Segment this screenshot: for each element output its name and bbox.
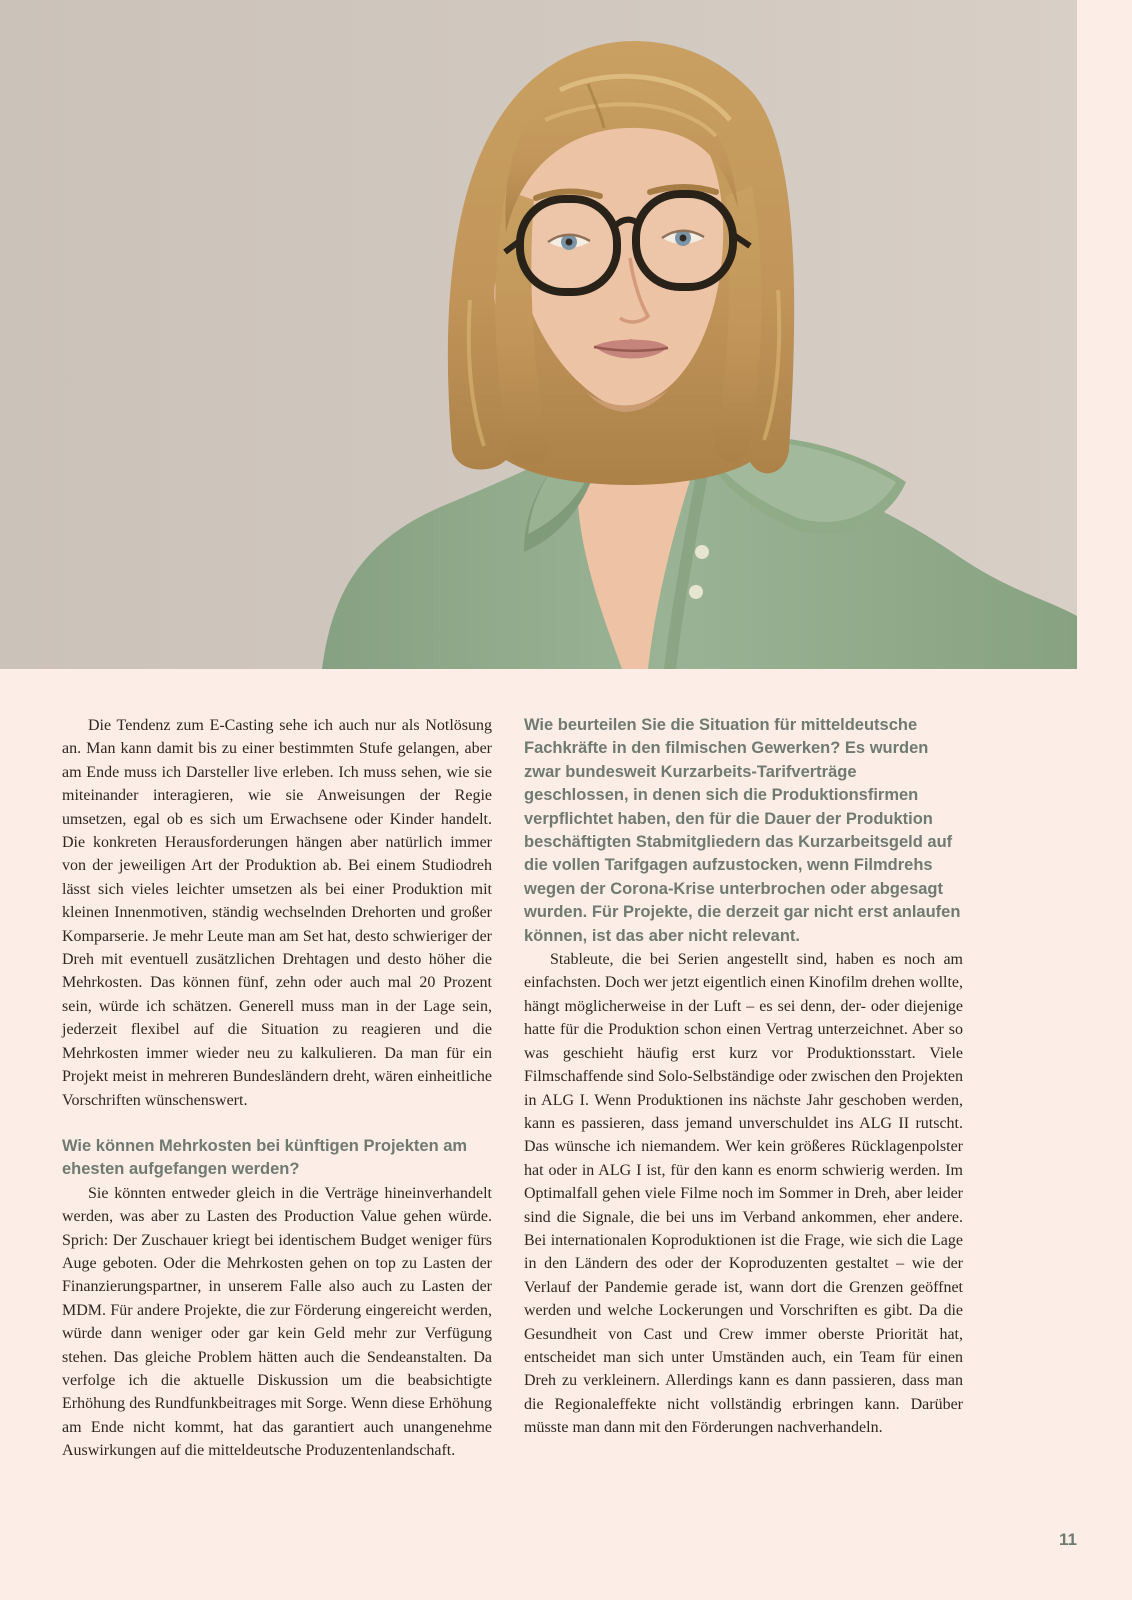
page-number: 11 bbox=[1059, 1530, 1077, 1549]
interview-question: Wie beurteilen Sie die Situation für mitteldeutsche Fachkräfte in den filmischen Gewerken? Es wurden zwar bundesweit Kurzarbeits-Tarifverträge geschlossen, in denen sich die Produktionsfirmen verpflichtet haben, den für die Dauer der Produktion beschäftigten Stabmitgliedern das Kurzarbeitsgeld auf die vollen Tarifgagen aufzustocken, wenn Filmdrehs wegen der Corona-Krise unterbrochen oder abgesagt wurden. Für Projekte, die derzeit gar nicht erst anlaufen können, ist das aber nicht relevant. bbox=[524, 716, 961, 945]
portrait-illustration bbox=[0, 0, 1077, 669]
interview-question: Wie können Mehrkosten bei künftigen Projekten am ehesten aufgefangen werden? bbox=[62, 1136, 468, 1179]
button-1 bbox=[695, 545, 709, 559]
paragraph: Stableute, die bei Serien angestellt sind, haben es noch am einfachsten. Doch wer jetzt eigentlich einen Kinofilm drehen wollte, hängt möglicherweise in der Luft – es sei denn, der- oder diejenige hatte für die Produktion schon einen Vertrag unterzeichnet. Aber so was geschieht häufig erst kurz vor Produktionsstart. Viele Filmschaffende sind Solo-Selbständige oder zwischen den Projekten in ALG I. Wenn Produktionen ins nächste Jahr geschoben werden, kann es passieren, dass jemand unverschuldet ins ALG II rutscht. Das wünsche ich niemandem. Wer kein größeres Rücklagenpolster hat oder in ALG I ist, für den kann es enorm schwierig werden. Im Optimalfall gehen viele Filme noch im Sommer in Dreh, aber leider sind die Signale, die bei uns im Verband ankommen, eher andere. Bei internationalen Koproduktionen ist die Frage, wie sich die Lage in den Ländern des oder der Koproduzenten gestaltet – wie der Verlauf der Pandemie gerade ist, wann dort die Grenzen geöffnet werden und welche Lockerungen und Vorschriften es gibt. Da die Gesundheit von Cast und Crew immer oberste Priorität hat, entscheidet man sich unter Umständen auch, ein Team für einen Dreh zu verkleinern. Allerdings kann es dann passieren, dass man die Regionaleffekte nicht vollständig erbringen kann. Darüber müsste man dann mit den Förderungen nachverhandeln. bbox=[524, 951, 963, 1437]
left-column bbox=[62, 714, 492, 1463]
button-2 bbox=[689, 585, 703, 599]
paragraph: Sie könnten entweder gleich in die Verträge hineinverhandelt werden, was aber zu Lasten des Production Value gehen würde. Sprich: Der Zuschauer kriegt bei identischem Budget weniger fürs Auge geboten. Oder die Mehrkosten gehen on top zu Lasten der Finanzierungspartner, in unserem Falle also auch zu Lasten der MDM. Für andere Projekte, die zur Förderung eingereicht werden, würde dann weniger oder gar kein Geld mehr zur Verfügung stehen. Das gleiche Problem hätten auch die Sendeanstalten. Da verfolge ich die aktuelle Diskussion um die beabsichtigte Erhöhung des Rundfunkbeitrages mit Sorge. Wenn diese Erhöhung am Ende nicht kommt, hat das garantiert auch unangenehme Auswirkungen auf die mitteldeutsche Produzentenlandschaft. bbox=[62, 1184, 492, 1460]
portrait-photo bbox=[0, 0, 1077, 669]
right-column bbox=[524, 714, 963, 1440]
paragraph: Die Tendenz zum E-Casting sehe ich auch nur als Notlösung an. Man kann damit bis zu einer bestimmten Stufe gelangen, aber am Ende muss ich Darsteller live erleben. Ich muss sehen, wie sie miteinander interagieren, wie sie Anweisungen der Regie umsetzen, egal ob es sich um Erwachsene oder Kinder handelt. Die konkreten Herausforderungen hängen aber natürlich immer von der jeweiligen Art der Produktion ab. Bei einem Studiodreh lässt sich vieles leichter umsetzen als bei einer Produktion mit kleinen Innenmotiven, ständig wechselnden Drehorten und großer Komparserie. Je mehr Leute man am Set hat, desto schwieriger der Dreh mit eventuell zusätzlichen Drehtagen und desto höher die Mehrkosten. Das können fünf, zehn oder auch mal 20 Prozent sein, würde ich schätzen. Generell muss man in der Lage sein, jederzeit flexibel auf die Situation zu reagieren und die Mehrkosten immer wieder neu zu kalkulieren. Da man für ein Projekt meist in mehreren Bundesländern dreht, wären einheitliche Vorschriften wünschenswert. bbox=[62, 717, 492, 1109]
